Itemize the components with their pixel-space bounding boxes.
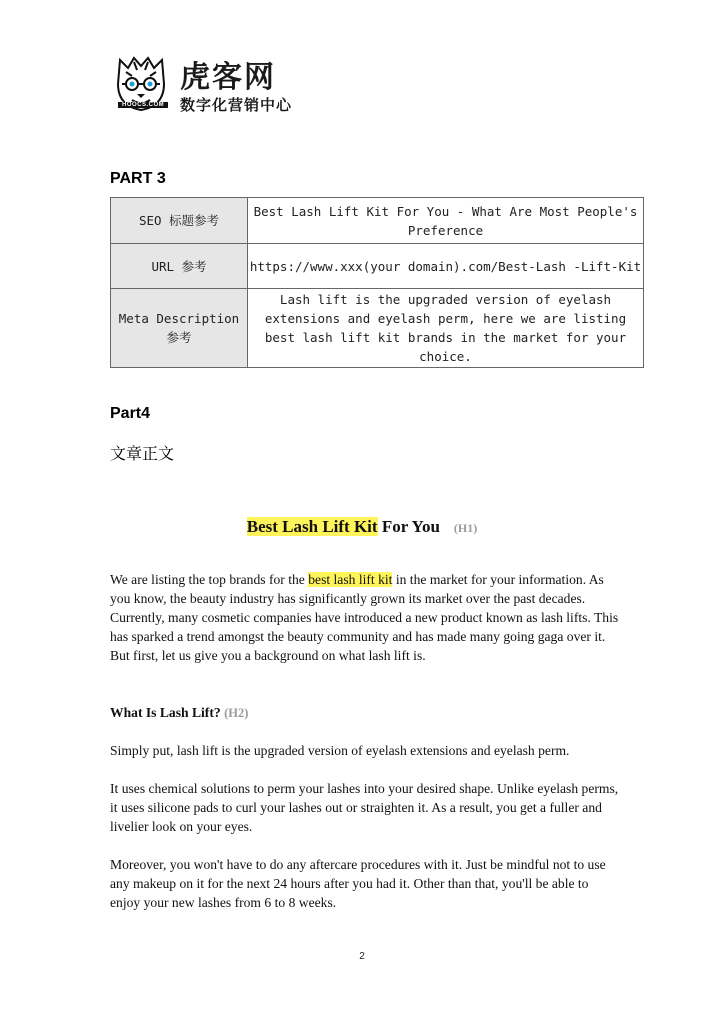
paragraph-how-it-works: It uses chemical solutions to perm your lashes into your desired shape. Unlike eyelash perms, it uses silicone pads to curl your lashes out or straighten it. As a result, you get a fuller and livelier look on your eyes.	[110, 781, 619, 834]
article-body-heading: 文章正文	[110, 444, 175, 463]
seo-title-value: Best Lash Lift Kit For You - What Are Most People's Preference	[248, 198, 644, 244]
logo-brand: 虎客网	[180, 60, 276, 95]
meta-description-label: Meta Description 参考	[111, 289, 248, 368]
article-title	[0, 517, 724, 537]
title-highlight: Best Lash Lift Kit	[246, 517, 378, 536]
paragraph-aftercare: Moreover, you won't have to do any aftercare procedures with it. Just be mindful not to use any makeup on it for the next 24 hours after you had it. Other than that, you'll be able to enjoy your new lashes from 6 to 8 weeks.	[110, 857, 606, 910]
h1-tag: (H1)	[453, 521, 478, 535]
page-number: 2	[359, 951, 365, 962]
intro-text-start: We are listing the top brands for the	[110, 572, 309, 587]
logo-slogan: 数字化营销中心	[180, 96, 293, 114]
title-rest: For You	[377, 517, 440, 536]
logo-site: HOOCS.COM	[118, 102, 168, 108]
h2-text: What Is Lash Lift?	[110, 705, 221, 720]
table-row	[111, 198, 644, 244]
seo-title-label: SEO 标题参考	[111, 198, 248, 244]
keyword-highlight: best lash lift kit	[308, 572, 393, 587]
part3-heading: PART 3	[110, 170, 166, 187]
paragraph-definition: Simply put, lash lift is the upgraded version of eyelash extensions and eyelash perm.	[110, 743, 570, 758]
seo-table	[110, 197, 644, 368]
part4-heading: Part4	[110, 405, 151, 422]
table-row	[111, 244, 644, 289]
url-label: URL 参考	[111, 244, 248, 289]
url-value: https://www.xxx(your domain).com/Best-Lash -Lift-Kit	[248, 244, 644, 289]
section-heading	[110, 705, 248, 721]
table-row	[111, 289, 644, 368]
intro-paragraph	[110, 570, 620, 665]
intro-text-rest: in the market for your information. As you know, the beauty industry has significantly grown its market over the past decades. Currently, many cosmetic companies have introduced a new product known as lash lifts. This has sparked a trend amongst the beauty community and has made many going gaga over it. But first, let us give you a background on what lash lift is.	[110, 572, 619, 663]
h2-tag: (H2)	[224, 706, 249, 720]
logo	[112, 50, 312, 122]
meta-description-value: Lash lift is the upgraded version of eyelash extensions and eyelash perm, here we are listing best lash lift kit brands in the market for your choice.	[248, 289, 644, 368]
